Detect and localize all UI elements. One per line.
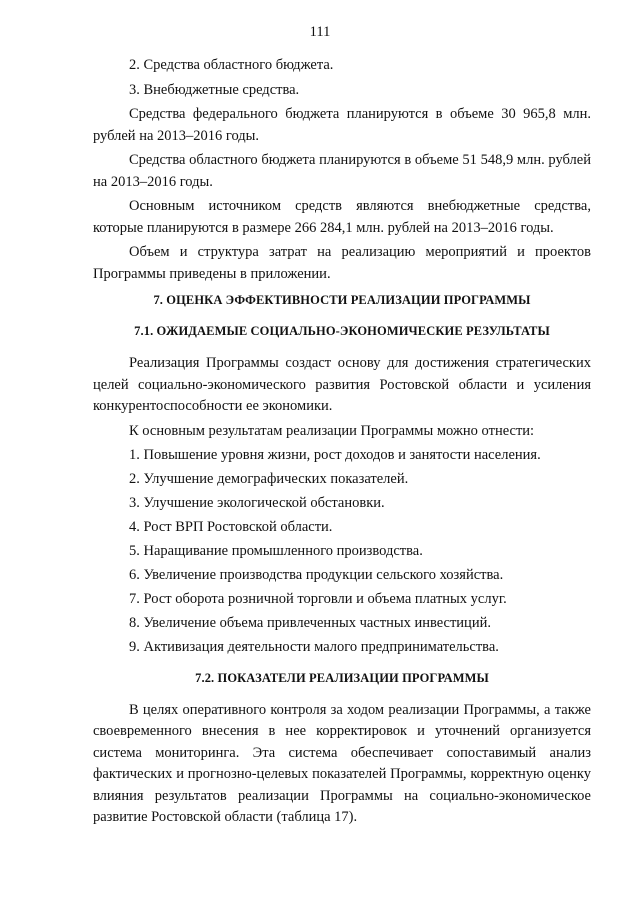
page-content — [93, 55, 591, 832]
page-number: 111 — [309, 24, 331, 40]
paragraph-extrabudgetary: Основным источником средств являются внебюджетные средства, которые планируются в размере 266 284,1 млн. рублей на 2013–2016 годы. — [93, 198, 591, 236]
paragraph-federal-budget: Средства федерального бюджета планируются в объеме 30 965,8 млн. рублей на 2013–2016 годы. — [93, 106, 591, 144]
funding-source-item: 2. Средства областного бюджета. — [129, 57, 334, 73]
section-7-heading: 7. ОЦЕНКА ЭФФЕКТИВНОСТИ РЕАЛИЗАЦИИ ПРОГРАММЫ — [153, 293, 531, 307]
list-item: 5. Наращивание промышленного производства. — [129, 543, 423, 559]
list-item: 2. Улучшение демографических показателей. — [129, 471, 409, 487]
paragraph-appendix-reference: Объем и структура затрат на реализацию мероприятий и проектов Программы приведены в приложении. — [93, 244, 591, 282]
section-7-2-heading: 7.2. ПОКАЗАТЕЛИ РЕАЛИЗАЦИИ ПРОГРАММЫ — [195, 670, 489, 685]
list-item: 6. Увеличение производства продукции сельского хозяйства. — [129, 567, 504, 583]
list-item: 9. Активизация деятельности малого предпринимательства. — [129, 639, 499, 655]
list-item: 4. Рост ВРП Ростовской области. — [129, 519, 333, 535]
results-intro: К основным результатам реализации Программы можно отнести: — [129, 422, 535, 439]
funding-source-item: 3. Внебюджетные средства. — [129, 81, 300, 98]
list-item: 7. Рост оборота розничной торговли и объема платных услуг. — [129, 591, 507, 607]
list-item: 8. Увеличение объема привлеченных частных инвестиций. — [129, 615, 491, 631]
results-list — [93, 445, 591, 659]
section-7-1-heading: 7.1. ОЖИДАЕМЫЕ СОЦИАЛЬНО-ЭКОНОМИЧЕСКИЕ РЕЗУЛЬТАТЫ — [134, 324, 550, 338]
section-7-1-paragraph: Реализация Программы создаст основу для достижения стратегических целей социально-экономического развития Ростовской области и усиления конкурентоспособности ее экономики. — [93, 355, 591, 414]
list-item: 3. Улучшение экологической обстановки. — [129, 495, 385, 511]
list-item: 1. Повышение уровня жизни, рост доходов и занятости населения. — [129, 447, 541, 463]
section-7-2-paragraph: В целях оперативного контроля за ходом реализации Программы, а также своевременного внесения в нее корректировок и уточнений организуется система мониторинга. Эта система обеспечивает сопоставимый анализ фактических и прогнозно-целевых показателей Программы, корректную оценку влияния результатов реализации Программы на социально-экономическое развитие Ростовской области (таблица 17). — [93, 701, 591, 825]
paragraph-regional-budget: Средства областного бюджета планируются в объеме 51 548,9 млн. рублей на 2013–2016 годы. — [93, 152, 591, 190]
